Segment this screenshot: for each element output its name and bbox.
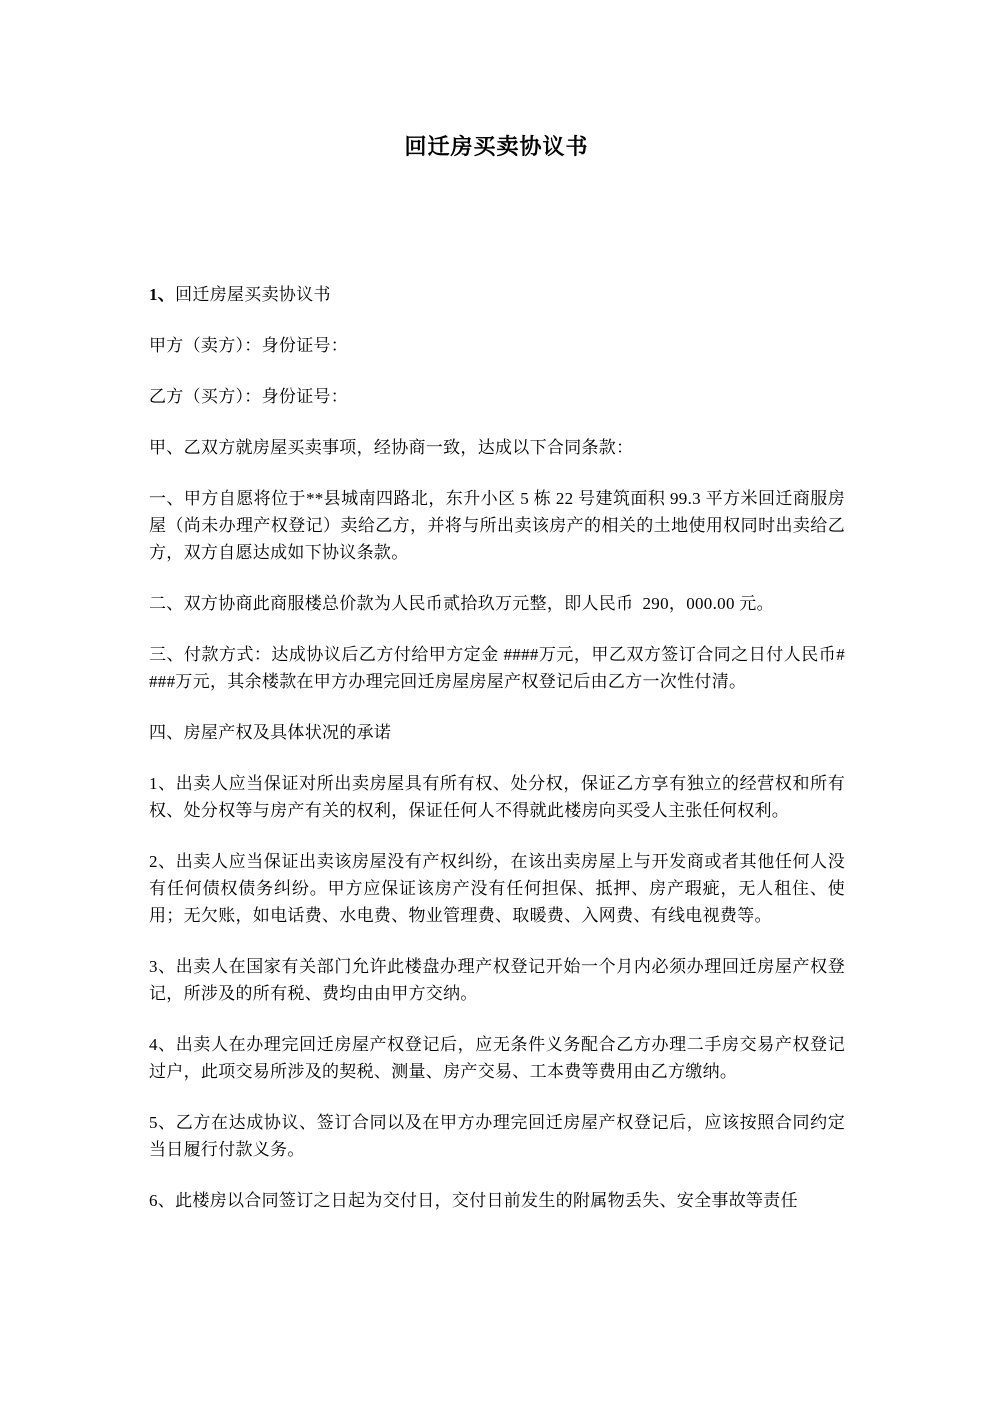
clause-4-item-6: 6、此楼房以合同签订之日起为交付日，交付日前发生的附属物丢失、安全事故等责任 [149, 1191, 798, 1210]
preamble: 甲、乙双方就房屋买卖事项，经协商一致，达成以下合同条款： [149, 438, 634, 457]
party-a-line: 甲方（卖方）：身份证号： [149, 336, 349, 355]
document-body [149, 281, 845, 1214]
clause-4-heading: 四、房屋产权及具体状况的承诺 [149, 723, 392, 742]
heading-clause-number: 1、 [149, 285, 176, 304]
document-title: 回迁房买卖协议书 [404, 134, 589, 159]
party-b-line: 乙方（买方）：身份证号： [149, 387, 349, 406]
clause-4-item-1: 1、出卖人应当保证对所出卖房屋具有所有权、处分权，保证乙方享有独立的经营权和所有权、处分权等与房产有关的权利，保证任何人不得就此楼房向买受人主张任何权利。 [149, 774, 845, 820]
clause-3: 三、付款方式：达成协议后乙方付给甲方定金 ####万元，甲乙双方签订合同之日付人民币####万元，其余楼款在甲方办理完回迁房屋房屋产权登记后由乙方一次性付清。 [149, 645, 845, 691]
clause-4-item-5: 5、乙方在达成协议、签订合同以及在甲方办理完回迁房屋产权登记后，应该按照合同约定当日履行付款义务。 [149, 1113, 845, 1159]
clause-2: 二、双方协商此商服楼总价款为人民币贰拾玖万元整，即人民币 290，000.00 元。 [149, 594, 774, 613]
heading-clause-text: 回迁房屋买卖协议书 [175, 285, 331, 304]
heading-clause [149, 281, 845, 308]
clause-1: 一、甲方自愿将位于**县城南四路北，东升小区 5 栋 22 号建筑面积 99.3 平方米回迁商服房屋（尚未办理产权登记）卖给乙方，并将与所出卖该房产的相关的土地使用权同时出卖给乙方，双方自愿达成如下协议条款。 [149, 489, 845, 562]
clause-4-item-2: 2、出卖人应当保证出卖该房屋没有产权纠纷，在该出卖房屋上与开发商或者其他任何人没有任何债权债务纠纷。甲方应保证该房产没有任何担保、抵押、房产瑕疵，无人租住、使用；无欠账，如电话费、水电费、物业管理费、取暖费、入网费、有线电视费等。 [149, 852, 845, 925]
clause-4-item-4: 4、出卖人在办理完回迁房屋产权登记后，应无条件义务配合乙方办理二手房交易产权登记过户，此项交易所涉及的契税、测量、房产交易、工本费等费用由乙方缴纳。 [149, 1035, 845, 1081]
clause-4-item-3: 3、出卖人在国家有关部门允许此楼盘办理产权登记开始一个月内必须办理回迁房屋产权登记，所涉及的所有税、费均由由甲方交纳。 [149, 957, 845, 1003]
